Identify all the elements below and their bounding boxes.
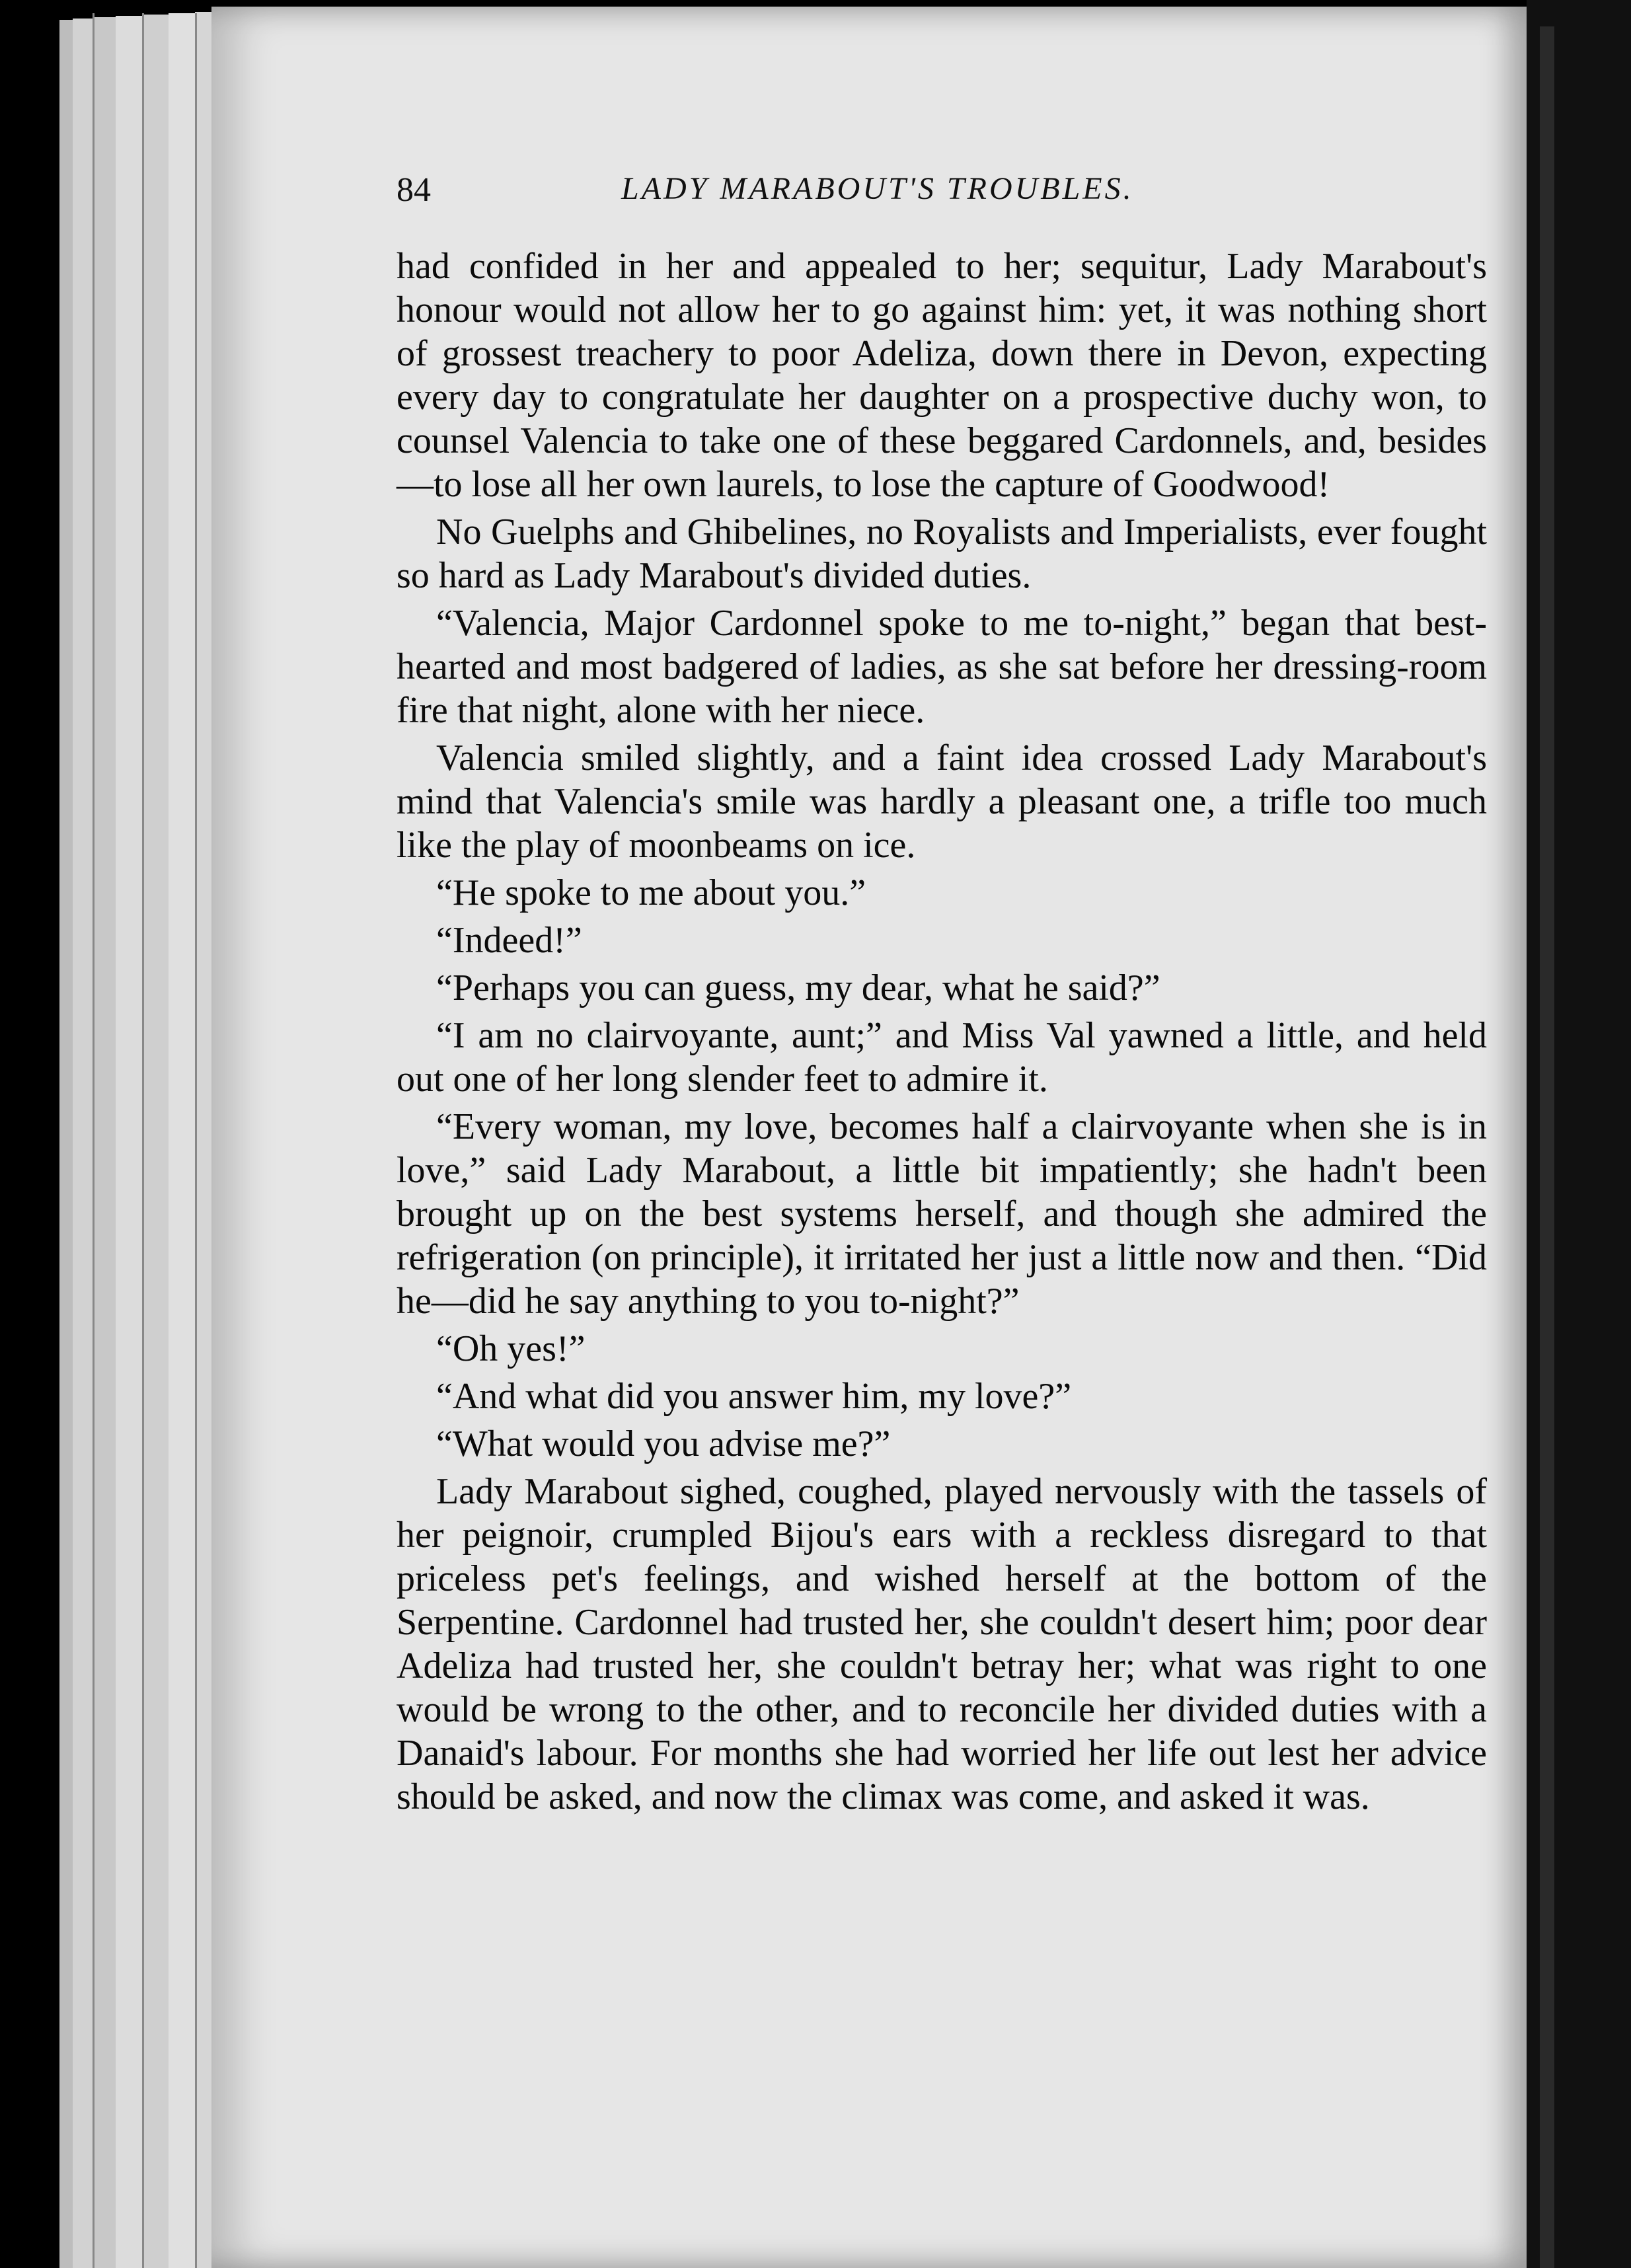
paragraph: “What would you advise me?” — [436, 1423, 891, 1464]
paragraph: “He spoke to me about you.” — [436, 872, 866, 913]
page-number: 84 — [397, 171, 431, 209]
paragraph: “Perhaps you can guess, my dear, what he said?” — [436, 967, 1160, 1008]
scan-border-strip — [1540, 26, 1554, 2268]
paragraph: “Oh yes!” — [436, 1328, 586, 1369]
paragraph: “I am no clairvoyante, aunt;” and Miss Val yawned a little, and held out one of her long slender feet to admire it. — [397, 1015, 1487, 1100]
page-edge-line — [93, 13, 95, 2268]
paragraph: Valencia smiled slightly, and a faint idea crossed Lady Marabout's mind that Valencia's smile was hardly a pleasant one, a trifle too much like the play of moonbeams on ice. — [397, 737, 1487, 866]
paragraph: “Valencia, Major Cardonnel spoke to me to-night,” began that best-hearted and most badgered of ladies, as she sat before her dressing-room fire that night, alone with her niece. — [397, 603, 1487, 731]
paragraph: No Guelphs and Ghibelines, no Royalists and Imperialists, ever fought so hard as Lady Marabout's divided duties. — [397, 511, 1487, 596]
paragraph: had confided in her and appealed to her; sequitur, Lady Marabout's honour would not allow her to go against him: yet, it was nothing short of grossest treachery to poor Adeliza, down there in Devon, expecting every day to congratulate her daughter on a prospective duchy won, to counsel Valencia to take one of these beggared Cardonnels, and, besides—to lose all her own laurels, to lose the capture of Goodwood! — [397, 246, 1487, 505]
running-head — [397, 165, 1487, 225]
paragraph: “Every woman, my love, becomes half a clairvoyante when she is in love,” said Lady Marabout, a little bit impatiently; she hadn't been brought up on the best systems herself, and though she admired the refrigeration (on principle), it irritated her just a little now and then. “Did he—did he say anything to you to-night?” — [397, 1106, 1487, 1322]
body-text — [397, 245, 1487, 1819]
page-edge-line — [195, 13, 197, 2268]
page-edge-line — [142, 13, 144, 2268]
paragraph: Lady Marabout sighed, coughed, played nervously with the tassels of her peignoir, crumpled Bijou's ears with a reckless disregard to that priceless pet's feelings, and wished herself at the bottom of the Serpentine. Cardonnel had trusted her, she couldn't desert him; poor dear Adeliza had trusted her, she couldn't betray her; what was right to one would be wrong to the other, and to reconcile her divided duties with a Danaid's labour. For months she had worried her life out lest her advice should be asked, and now the climax was come, and asked it was. — [397, 1471, 1487, 1817]
paragraph: “Indeed!” — [436, 920, 582, 961]
running-title: LADY MARABOUT'S TROUBLES. — [621, 171, 1134, 206]
paragraph: “And what did you answer him, my love?” — [436, 1376, 1072, 1417]
